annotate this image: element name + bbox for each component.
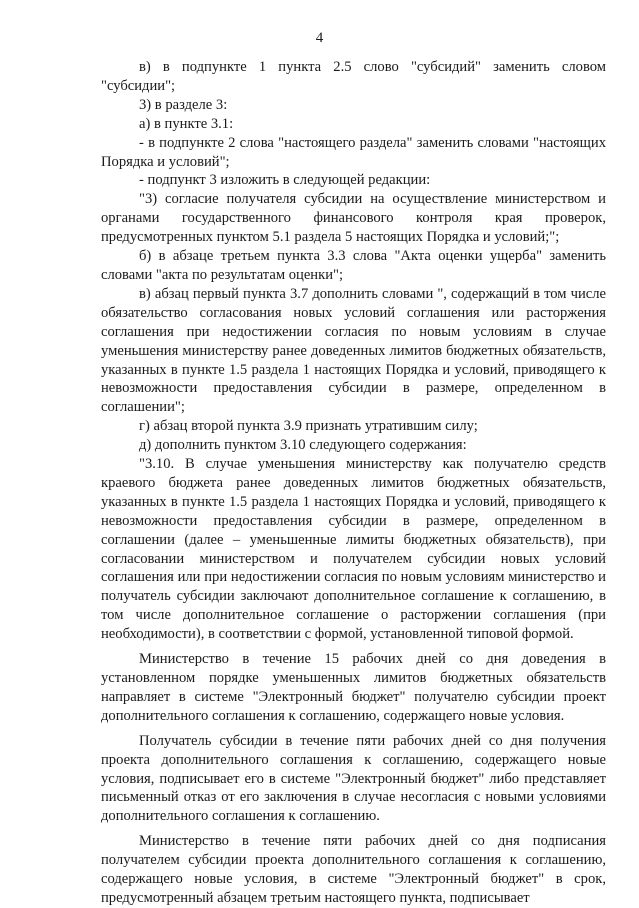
paragraph: Получатель субсидии в течение пяти рабочих дней со дня получения проекта дополнительного соглашения к соглашению, содержащего новые условия, подписывает его в системе "Электронный бюджет" либо представляет письменный отказ от его заключения в случае несогласия с новыми условиями дополнительного соглашения к соглашению. <box>101 732 606 825</box>
paragraph: г) абзац второй пункта 3.9 признать утратившим силу; <box>139 418 478 435</box>
paragraph: Министерство в течение пяти рабочих дней со дня подписания получателем субсидии проекта дополнительного соглашения к соглашению, содержащего новые условия, в системе "Электронный бюджет" в срок, предусмотренный абзацем третьим настоящего пункта, подписывает <box>101 833 606 906</box>
paragraph: "3.10. В случае уменьшения министерству как получателю средств краевого бюджета ранее доведенных лимитов бюджетных обязательств, указанных в пункте 1.5 раздела 1 настоящих Порядка и условий, приводящего к невозможности предоставления субсидии в размере, определенном в соглашении (далее – уменьшенные лимиты бюджетных обязательств), при согласовании министерством и получателем субсидии новых условий соглашения или при недостижении согласия по новым условиям министерство и получатель субсидии заключают дополнительное соглашение к соглашению, в том числе дополнительное соглашение о расторжении соглашения (при необходимости), в соответствии с формой, установленной типовой формой. <box>101 456 606 643</box>
paragraph: б) в абзаце третьем пункта 3.3 слова "Акта оценки ущерба" заменить словами "акта по результатам оценки"; <box>101 248 606 283</box>
paragraph: а) в пункте 3.1: <box>139 115 234 132</box>
paragraph: "3) согласие получателя субсидии на осуществление министерством и органами государственного финансового контроля края проверок, предусмотренных пунктом 5.1 раздела 5 настоящих Порядка и условий;"; <box>101 191 606 246</box>
paragraph: в) абзац первый пункта 3.7 дополнить словами ", содержащий в том числе обязательство согласования новых условий соглашения или расторжения соглашения при недостижении согласия по новым условиям в случае уменьшения министерству ранее доведенных лимитов бюджетных обязательств, указанных в пункте 1.5 раздела 1 настоящих Порядка и условий, приводящего к невозможности предоставления субсидии в размере, определенном в соглашении"; <box>101 285 606 416</box>
paragraph: - в подпункте 2 слова "настоящего раздела" заменить словами "настоящих Порядка и условий"; <box>101 134 606 170</box>
paragraph: 3) в разделе 3: <box>139 96 228 113</box>
page-number: 4 <box>315 30 324 46</box>
paragraph: д) дополнить пунктом 3.10 следующего содержания: <box>139 437 467 454</box>
document-body <box>101 58 606 908</box>
paragraph: - подпункт 3 изложить в следующей редакции: <box>139 172 431 189</box>
paragraph: Министерство в течение 15 рабочих дней со дня доведения в установленном порядке уменьшенных лимитов бюджетных обязательств направляет в системе "Электронный бюджет" получателю субсидии проект дополнительного соглашения к соглашению, содержащего новые условия. <box>101 651 606 724</box>
paragraph: в) в подпункте 1 пункта 2.5 слово "субсидий" заменить словом "субсидии"; <box>101 59 606 94</box>
